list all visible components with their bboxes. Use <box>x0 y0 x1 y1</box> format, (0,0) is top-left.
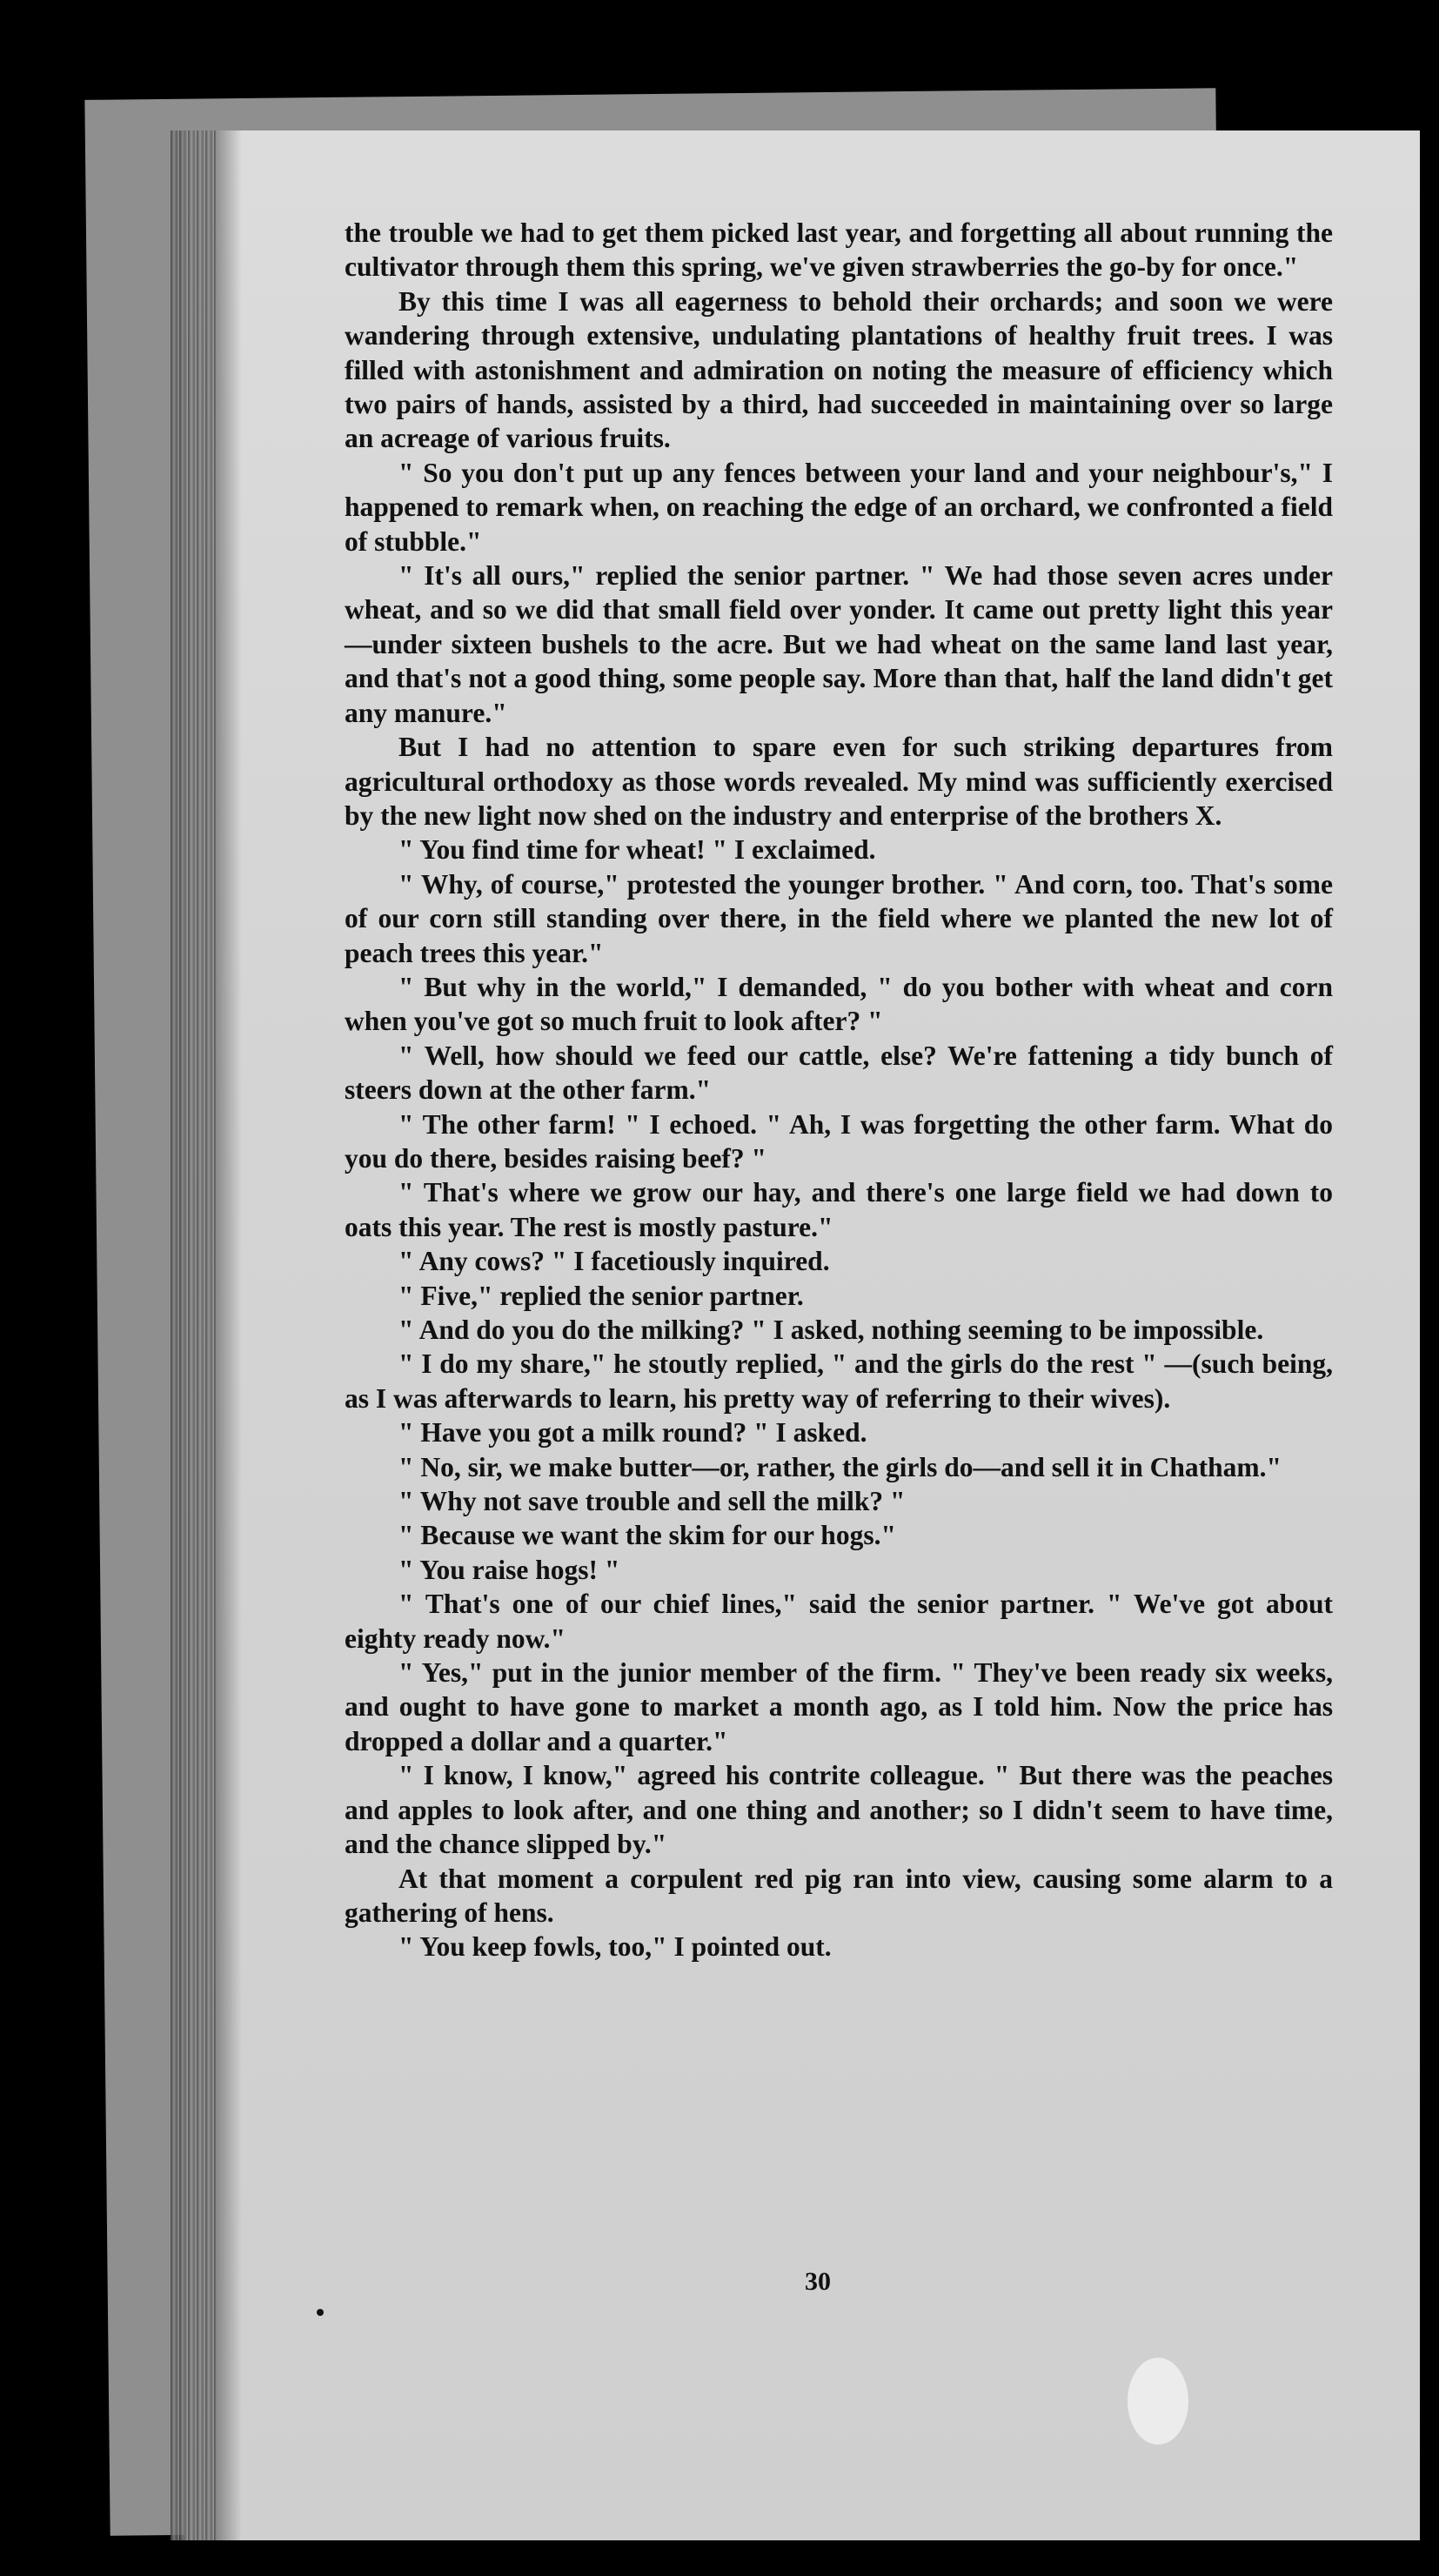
paragraph: " That's where we grow our hay, and there's one large field we had down to oats this year. The rest is mostly pasture." <box>345 1177 1333 1242</box>
paragraph: " Five," replied the senior partner. <box>398 1280 804 1311</box>
paragraph: " Why not save trouble and sell the milk? " <box>398 1486 906 1517</box>
paragraph: " You find time for wheat! " I exclaimed. <box>398 834 876 866</box>
paragraph: " You keep fowls, too," I pointed out. <box>398 1931 832 1963</box>
paragraph: the trouble we had to get them picked last year, and forgetting all about running the cultivator through them this spring, we've given strawberries the go-by for once." <box>345 217 1333 283</box>
paragraph: " But why in the world," I demanded, " do you bother with wheat and corn when you've got so much fruit to look after? " <box>345 971 1333 1037</box>
paragraph: " Any cows? " I facetiously inquired. <box>398 1246 830 1277</box>
paragraph: " And do you do the milking? " I asked, nothing seeming to be impossible. <box>398 1315 1264 1345</box>
page-number: 30 <box>805 2267 831 2296</box>
paragraph: " Well, how should we feed our cattle, else? We're fattening a tidy bunch of steers down at the other farm." <box>345 1040 1333 1106</box>
paragraph: By this time I was all eagerness to behold their orchards; and soon we were wandering through extensive, undulating plantations of healthy fruit trees. I was filled with astonishment and admiration on noting the measure of efficiency which two pairs of hands, assisted by a third, had succeeded in maintaining over so large an acreage of various fruits. <box>345 285 1333 454</box>
paragraph: " The other farm! " I echoed. " Ah, I was forgetting the other farm. What do you do there, besides raising beef? " <box>345 1108 1333 1174</box>
paragraph: " That's one of our chief lines," said the senior partner. " We've got about eighty ready now." <box>345 1589 1333 1654</box>
paper-smudge <box>1128 2358 1188 2445</box>
paragraph: " No, sir, we make butter—or, rather, the girls do—and sell it in Chatham." <box>398 1451 1282 1482</box>
paragraph: " You raise hogs! " <box>398 1554 620 1585</box>
body-text <box>345 216 1333 1964</box>
paragraph: " Why, of course," protested the younger brother. " And corn, too. That's some of our corn still standing over there, in the field where we planted the new lot of peach trees this year." <box>345 868 1333 968</box>
gutter-shadow <box>216 130 242 2540</box>
ink-speck <box>317 2309 324 2316</box>
page-edges <box>171 130 216 2540</box>
paragraph: " It's all ours," replied the senior partner. " We had those seven acres under wheat, and so we did that small field over yonder. It came out pretty light this year—under sixteen bushels to the acre. But we had wheat on the same land last year, and that's not a good thing, some people say. More than that, half the land didn't get any manure." <box>345 560 1333 728</box>
paragraph: " Yes," put in the junior member of the firm. " They've been ready six weeks, and ought to have gone to market a month ago, as I told him. Now the price has dropped a dollar and a quarter." <box>345 1657 1333 1756</box>
paragraph: " Because we want the skim for our hogs." <box>398 1520 896 1551</box>
paragraph: " So you don't put up any fences between your land and your neighbour's," I happened to remark when, on reaching the edge of an orchard, we confronted a field of stubble." <box>345 457 1333 557</box>
paragraph: " I know, I know," agreed his contrite colleague. " But there was the peaches and apples to look after, and one thing and another; so I didn't seem to have time, and the chance slipped by." <box>345 1760 1333 1860</box>
paragraph: " I do my share," he stoutly replied, " and the girls do the rest " —(such being, as I was afterwards to learn, his pretty way of referring to their wives). <box>345 1348 1333 1414</box>
paragraph: " Have you got a milk round? " I asked. <box>398 1417 867 1449</box>
paragraph: At that moment a corpulent red pig ran into view, causing some alarm to a gathering of hens. <box>345 1863 1333 1928</box>
paragraph: But I had no attention to spare even for such striking departures from agricultural orthodoxy as those words revealed. My mind was sufficiently exercised by the new light now shed on the industry and enterprise of the brothers X. <box>345 732 1333 831</box>
